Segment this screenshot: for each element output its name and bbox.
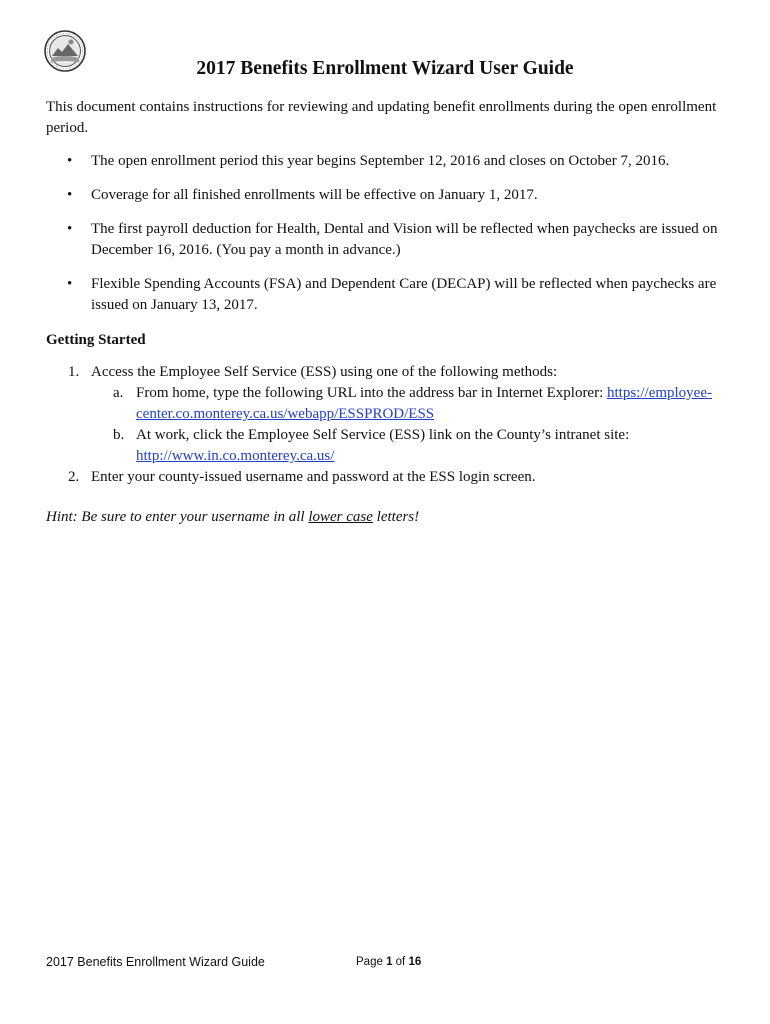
step-1a <box>46 383 726 425</box>
page-current: 1 <box>386 956 393 968</box>
page-total: 16 <box>408 956 422 968</box>
bullet-text: The open enrollment period this year begins September 12, 2016 and closes on October 7, 2016. <box>91 153 670 169</box>
step-text: Access the Employee Self Service (ESS) using one of the following methods: <box>91 364 558 380</box>
step-number: 1. <box>68 364 80 380</box>
footer-document-name: 2017 Benefits Enrollment Wizard Guide <box>46 955 265 969</box>
substep-letter: a. <box>113 385 124 401</box>
step-2 <box>46 467 726 488</box>
bullet-item <box>46 185 726 206</box>
step-text: Enter your county-issued username and password at the ESS login screen. <box>91 469 536 485</box>
document-title: 2017 Benefits Enrollment Wizard User Guide <box>196 58 574 79</box>
bullet-dot: • <box>67 221 73 237</box>
intranet-url-link[interactable]: http://www.in.co.monterey.ca.us/ <box>136 448 335 464</box>
bullet-item <box>46 219 726 261</box>
info-bullet-list <box>46 151 726 329</box>
page-label: Page <box>356 956 387 968</box>
bullet-dot: • <box>67 187 73 203</box>
intro-paragraph: This document contains instructions for reviewing and updating benefit enrollments during the open enrollment period. <box>46 99 717 136</box>
bullet-item <box>46 274 726 316</box>
bullet-dot: • <box>67 153 73 169</box>
substep-text: From home, type the following URL into the address bar in Internet Explorer: <box>136 385 608 401</box>
step-number: 2. <box>68 469 80 485</box>
step-1b <box>46 425 726 467</box>
getting-started-steps <box>46 362 726 488</box>
ess-home-url-link[interactable]: https://employee-center.co.monterey.ca.us/webapp/ESSPROD/ESS <box>136 385 712 422</box>
bullet-item <box>46 151 726 172</box>
footer-page-number <box>356 956 421 968</box>
bullet-text: Flexible Spending Accounts (FSA) and Dependent Care (DECAP) will be reflected when paychecks are issued on January 13, 2017. <box>91 276 717 313</box>
substep-letter: b. <box>113 427 125 443</box>
getting-started-heading: Getting Started <box>46 332 146 348</box>
step-1 <box>46 362 726 383</box>
bullet-text: The first payroll deduction for Health, Dental and Vision will be reflected when paychecks are issued on December 16, 2016. (You pay a month in advance.) <box>91 221 718 258</box>
hint-underlined-text: lower case <box>308 509 373 525</box>
hint-text-after: letters! <box>372 509 420 525</box>
bullet-dot: • <box>67 276 73 292</box>
bullet-text: Coverage for all finished enrollments will be effective on January 1, 2017. <box>91 187 538 203</box>
page-of: of <box>392 956 409 968</box>
username-hint <box>46 507 419 528</box>
hint-text-before: Hint: Be sure to enter your username in all <box>46 509 309 525</box>
substep-text: At work, click the Employee Self Service (ESS) link on the County’s intranet site: <box>136 427 630 443</box>
